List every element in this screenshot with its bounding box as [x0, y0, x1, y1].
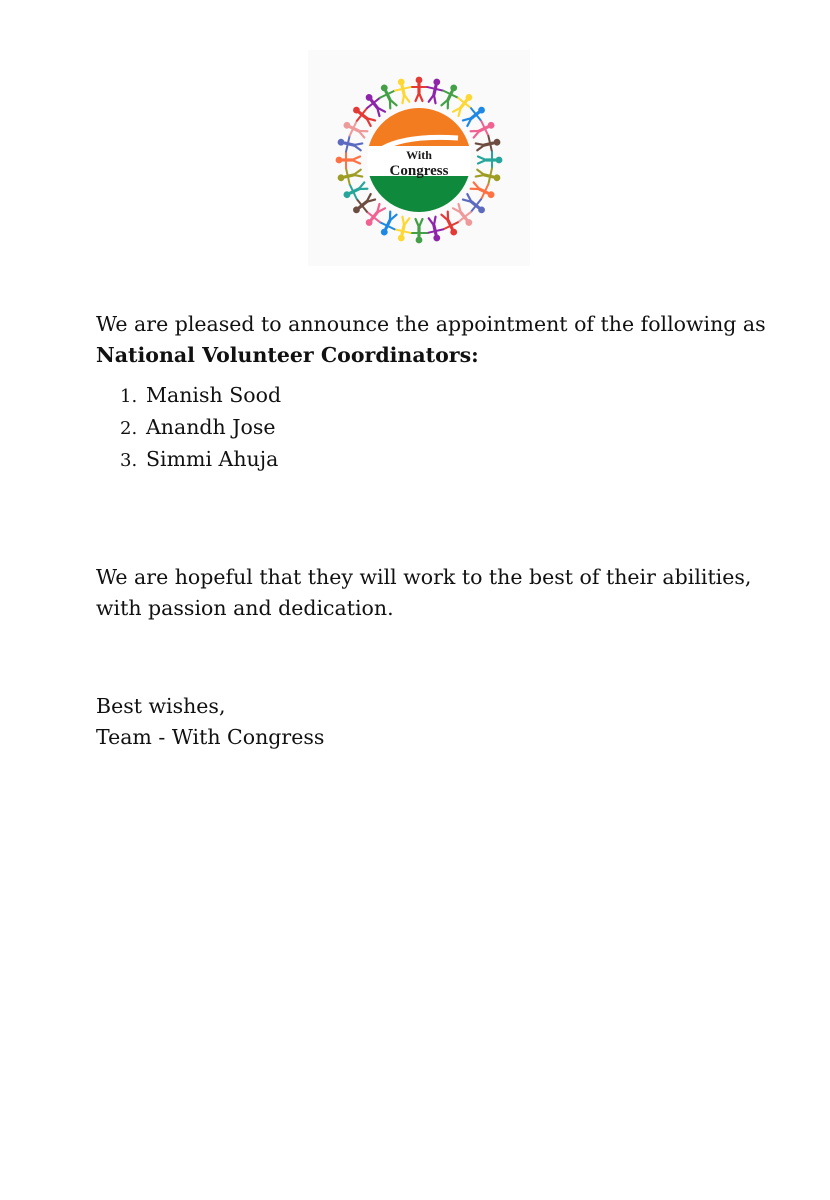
person-figure-icon: [411, 77, 427, 101]
role-title: National Volunteer Coordinators:: [96, 343, 479, 367]
appointee-name: Manish Sood: [146, 383, 282, 407]
closing-line: Best wishes,: [96, 694, 226, 718]
appointee-list: [96, 380, 776, 476]
person-figure-icon: [336, 152, 360, 168]
person-figure-icon: [336, 165, 363, 186]
list-number: 3.: [120, 450, 138, 471]
logo-text-congress: Congress: [389, 163, 449, 179]
person-figure-icon: [393, 77, 414, 104]
person-figure-icon: [475, 165, 502, 186]
person-figure-icon: [469, 117, 498, 142]
logo-graphic: [308, 50, 530, 266]
person-figure-icon: [361, 90, 389, 119]
appointee-name: Anandh Jose: [146, 415, 276, 439]
list-number: 1.: [120, 386, 138, 407]
person-figure-icon: [460, 102, 489, 130]
announcement-body: [96, 309, 776, 753]
person-figure-icon: [340, 117, 369, 142]
person-figure-icon: [460, 191, 489, 219]
appointee-name: Simmi Ahuja: [146, 447, 279, 471]
list-number: 2.: [120, 418, 138, 439]
person-figure-icon: [361, 201, 389, 230]
person-figure-icon: [424, 216, 445, 243]
person-figure-icon: [349, 191, 378, 219]
person-figure-icon: [376, 210, 401, 239]
person-figure-icon: [336, 134, 363, 155]
person-figure-icon: [424, 77, 445, 104]
logo-text-with: With: [406, 148, 432, 162]
person-figure-icon: [411, 219, 427, 243]
person-figure-icon: [437, 81, 462, 110]
person-figure-icon: [340, 178, 369, 203]
signature-line: Team - With Congress: [96, 725, 325, 749]
person-figure-icon: [376, 81, 401, 110]
person-figure-icon: [393, 216, 414, 243]
person-figure-icon: [437, 210, 462, 239]
intro-text: We are pleased to announce the appointment of the following as: [96, 312, 766, 336]
person-figure-icon: [450, 90, 478, 119]
intro-paragraph: [96, 309, 776, 371]
person-figure-icon: [478, 152, 502, 168]
hope-paragraph: We are hopeful that they will work to the best of their abilities, with passion and dedication.: [96, 565, 752, 620]
person-figure-icon: [469, 178, 498, 203]
person-figure-icon: [349, 102, 378, 130]
list-item: [120, 380, 776, 412]
list-item: [120, 444, 776, 476]
person-figure-icon: [475, 134, 502, 155]
with-congress-logo: [308, 50, 530, 266]
person-figure-icon: [450, 201, 478, 230]
list-item: [120, 412, 776, 444]
